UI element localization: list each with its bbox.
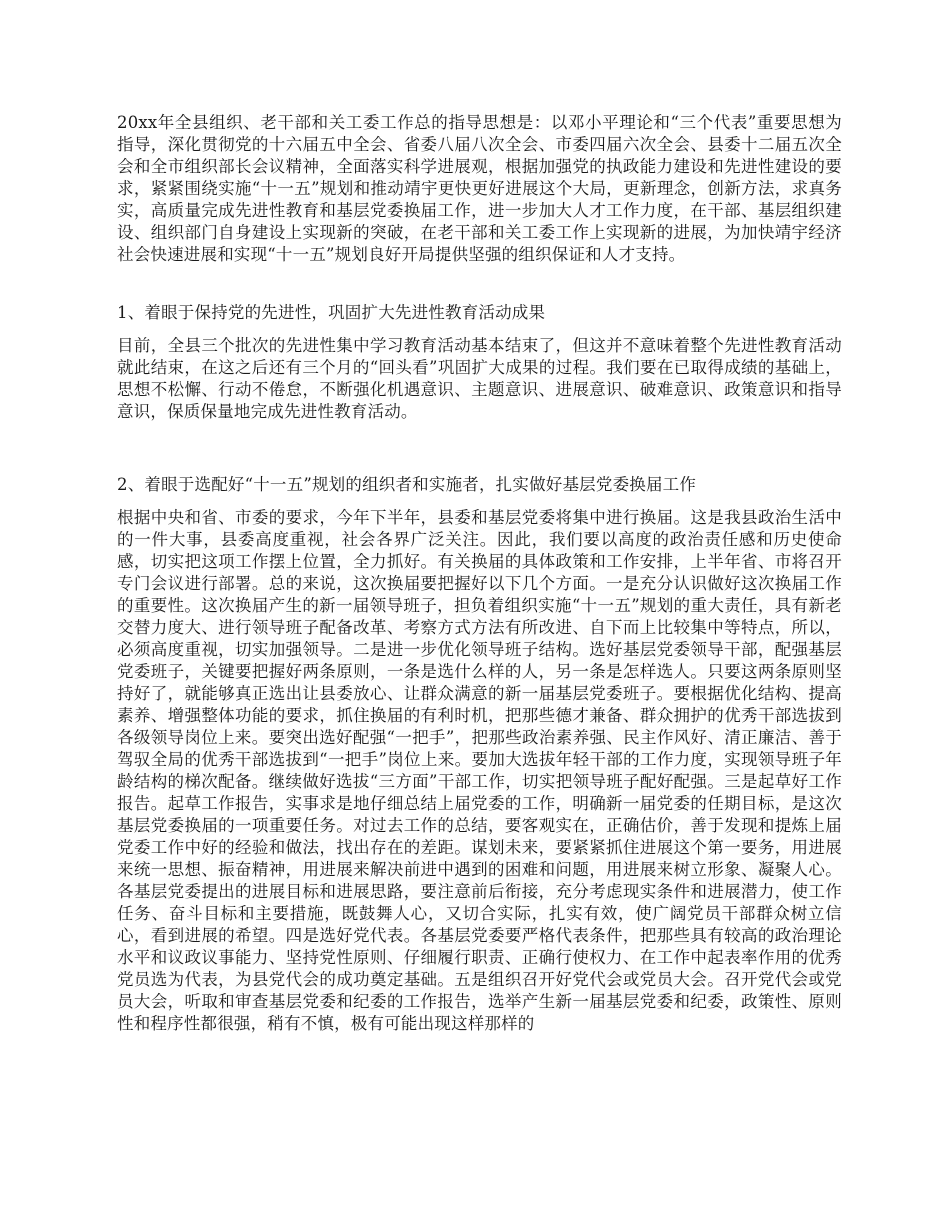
section-2-heading: 2、着眼于选配好“十一五”规划的组织者和实施者，扎实做好基层党委换届工作 — [117, 475, 697, 494]
section-1-paragraph: 目前，全县三个批次的先进性集中学习教育活动基本结束了，但这并不意味着整个先进性教育活动就此结束，在这之后还有三个月的“回头看”巩固扩大成果的过程。我们要在已取得成绩的基础上，思想不松懈、行动不倦怠，不断强化机遇意识、主题意识、进展意识、破难意识、政策意识和指导意识，保质保量地完成先进性教育活动。 — [117, 336, 842, 421]
section-1-heading: 1、着眼于保持党的先进性，巩固扩大先进性教育活动成果 — [117, 303, 546, 322]
section-2-paragraph: 根据中央和省、市委的要求，今年下半年，县委和基层党委将集中进行换届。这是我县政治生活中的一件大事，县委高度重视，社会各界广泛关注。因此，我们要以高度的政治责任感和历史使命感，切实把这项工作摆上位置，全力抓好。有关换届的具体政策和工作安排，上半年省、市将召开专门会议进行部署。总的来说，这次换届要把握好以下几个方面。一是充分认识做好这次换届工作的重要性。这次换届产生的新一届领导班子，担负着组织实施“十一五”规划的重大责任，具有新老交替力度大、进行领导班子配备改革、考察方式方法有所改进、自下而上比较集中等特点，所以，必须高度重视，切实加强领导。二是进一步优化领导班子结构。选好基层党委领导干部，配强基层党委班子，关键要把握好两条原则，一条是选什么样的人，另一条是怎样选人。只要这两条原则坚持好了，就能够真正选出让县委放心、让群众满意的新一届基层党委班子。要根据优化结构、提高素养、增强整体功能的要求，抓住换届的有利时机，把那些德才兼备、群众拥护的优秀干部选拔到各级领导岗位上来。要突出选好配强“一把手”，把那些政治素养强、民主作风好、清正廉洁、善于驾驭全局的优秀干部选拔到“一把手”岗位上来。要加大选拔年轻干部的工作力度，实现领导班子年龄结构的梯次配备。继续做好选拔“三方面”干部工作，切实把领导班子配好配强。三是起草好工作报告。起草工作报告，实事求是地仔细总结上届党委的工作，明确新一届党委的任期目标，是这次基层党委换届的一项重要任务。对过去工作的总结，要客观实在，正确估价，善于发现和提炼上届党委工作中好的经验和做法，找出存在的差距。谋划未来，要紧紧抓住进展这个第一要务，用进展来统一思想、振奋精神，用进展来解决前进中遇到的困难和问题，用进展来树立形象、凝聚人心。各基层党委提出的进展目标和进展思路，要注意前后衔接，充分考虑现实条件和进展潜力，使工作任务、奋斗目标和主要措施，既鼓舞人心，又切合实际，扎实有效，使广阔党员干部群众树立信心，看到进展的希望。四是选好党代表。各基层党委要严格代表条件，把那些具有较高的政治理论水平和议政议事能力、坚持党性原则、仔细履行职责、正确行使权力、在工作中起表率作用的优秀党员选为代表，为县党代会的成功奠定基础。五是组织召开好党代会或党员大会。召开党代会或党员大会，听取和审查基层党委和纪委的工作报告，选举产生新一届基层党委和纪委，政策性、原则性和程序性都很强，稍有不慎，极有可能出现这样那样的 — [117, 508, 842, 1033]
intro-paragraph: 20xx年全县组织、老干部和关工委工作总的指导思想是：以邓小平理论和“三个代表”重要思想为指导，深化贯彻党的十六届五中全会、省委八届八次全会、市委四届六次全会、县委十二届五次全会和全市组织部长会议精神，全面落实科学进展观，根据加强党的执政能力建设和先进性建设的要求，紧紧围绕实施“十一五”规划和推动靖宇更快更好进展这个大局，更新理念，创新方法，求真务实，高质量完成先进性教育和基层党委换届工作，进一步加大人才工作力度，在干部、基层组织建设、组织部门自身建设上实现新的突破，在老干部和关工委工作上实现新的进展，为加快靖宇经济社会快速进展和实现“十一五”规划良好开局提供坚强的组织保证和人才支持。 — [117, 113, 842, 264]
